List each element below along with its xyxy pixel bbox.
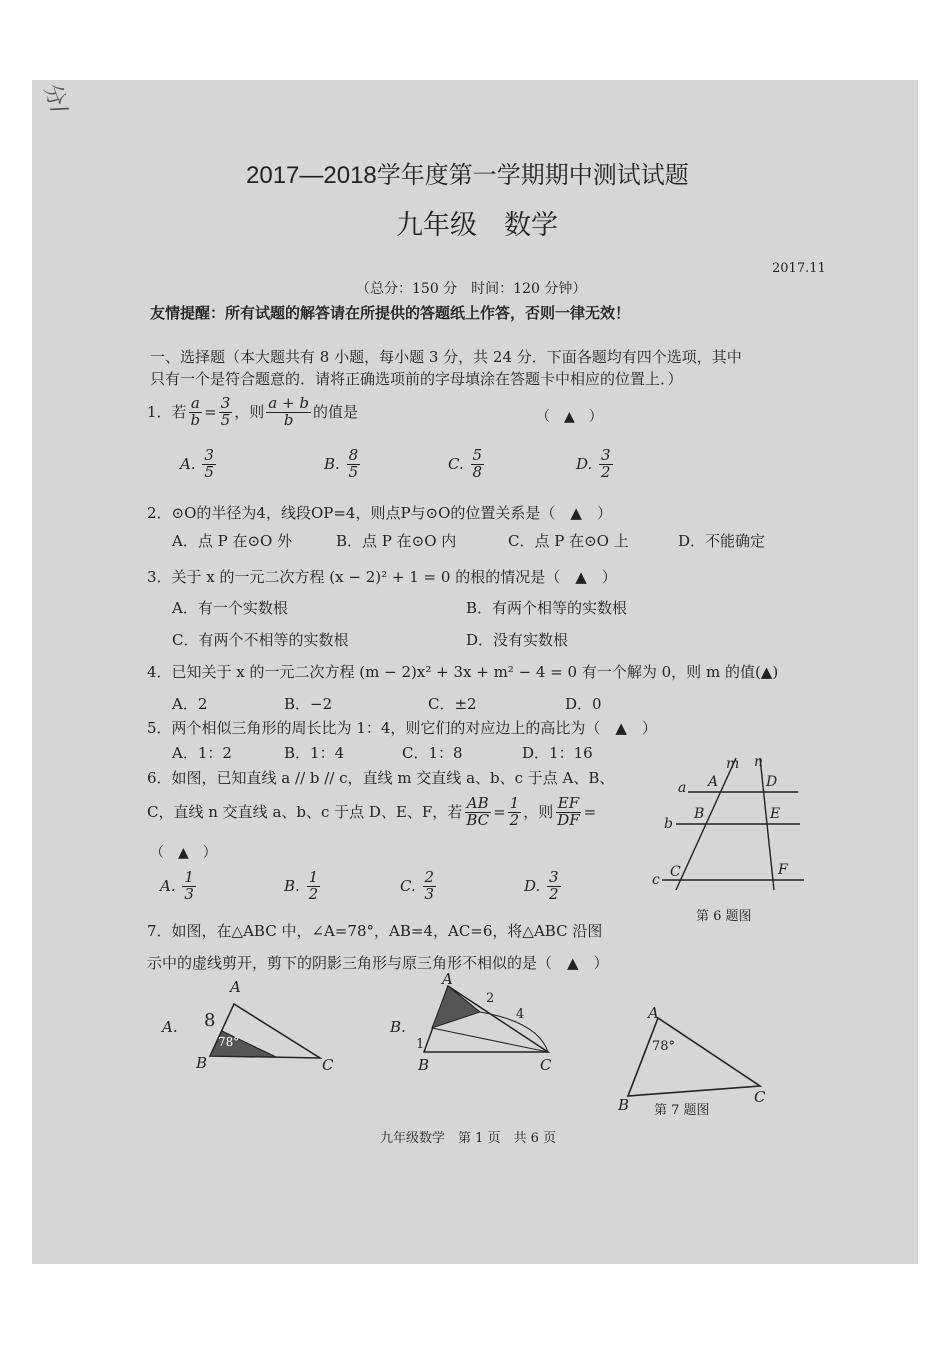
q2-option-b: B．点 P 在⊙O 内	[336, 532, 457, 550]
fig-b-label-C: C	[540, 1056, 552, 1074]
handwritten-score: 分/	[38, 80, 72, 117]
q6-option-d: D. $\frac{3}{2}$	[524, 868, 559, 903]
label-A: A	[708, 774, 719, 790]
q7-stem-line1: 7．如图，在△ABC 中，∠A=78°，AB=4，AC=6，将△ABC 沿图	[147, 922, 603, 940]
fig-a-angle: 78°	[218, 1035, 240, 1049]
section-heading-line2: 只有一个是符合题意的．请将正确选项前的字母填涂在答题卡中相应的位置上．）	[150, 370, 683, 388]
q2-option-a: A．点 P 在⊙O 外	[172, 532, 293, 550]
q7-fig-caption: 第 7 题图	[654, 1103, 710, 1118]
q7-stem-line2: 示中的虚线剪开，剪下的阴影三角形与原三角形不相似的是（ ▲ ）	[147, 954, 609, 972]
q3-option-c: C．有两个不相等的实数根	[172, 631, 349, 649]
q4-option-b: B．−2	[284, 695, 333, 713]
main-label-B: B	[618, 1096, 630, 1114]
page-footer: 九年级数学 第 1 页 共 6 页	[380, 1131, 557, 1146]
label-C: C	[670, 864, 681, 880]
main-label-C: C	[754, 1088, 766, 1106]
q1-option-d: D. $\frac{3}{2}$	[576, 446, 611, 481]
q6-stem-line1: 6．如图，已知直线 a // b // c，直线 m 交直线 a、b、c 于点 A、B、	[147, 769, 615, 787]
q3-option-a: A．有一个实数根	[172, 599, 288, 617]
q5-option-c: C．1：8	[402, 744, 463, 762]
q3-option-d: D．没有实数根	[466, 631, 569, 649]
q6-answer-mark: （ ▲ ）	[150, 845, 217, 861]
q7-figure-b	[408, 972, 568, 1076]
fig-a-label-A: A	[230, 978, 241, 996]
label-c: c	[652, 872, 660, 888]
exam-title: 2017—2018学年度第一学期期中测试试题	[246, 162, 689, 189]
q4-option-c: C．±2	[428, 695, 477, 713]
exam-meta: （总分：150 分 时间：120 分钟）	[356, 281, 587, 297]
fig-a-label-B: B	[196, 1054, 208, 1072]
exam-date: 2017.11	[772, 261, 826, 276]
q2-option-d: D．不能确定	[678, 532, 766, 550]
fig-b-label-B: B	[418, 1056, 430, 1074]
q6-option-b: B. $\frac{1}{2}$	[284, 868, 319, 903]
q1-option-c: C. $\frac{5}{8}$	[448, 446, 483, 481]
label-B: B	[694, 806, 705, 822]
fig-b-label-A: A	[442, 972, 453, 988]
section-heading-line1: 一、选择题（本大题共有 8 小题，每小题 3 分，共 24 分．下面各题均有四个选项，其中	[150, 348, 742, 366]
q7-option-b-label: B.	[390, 1018, 406, 1036]
fig-a-length: 8	[204, 1010, 216, 1031]
q1-answer-mark: （ ▲ ）	[536, 409, 603, 425]
q1-option-b: B. $\frac{8}{5}$	[324, 446, 359, 481]
label-F: F	[778, 862, 788, 878]
main-angle: 78°	[652, 1039, 676, 1054]
q4-option-d: D．0	[565, 695, 602, 713]
q3-stem: 3．关于 x 的一元二次方程 (x − 2)² + 1 = 0 的根的情况是（ ▲ ）	[147, 568, 617, 586]
label-a: a	[678, 780, 687, 796]
q6-stem-line2: C，直线 n 交直线 a、b、c 于点 D、E、F，若 $\frac{AB}{BC}$ = $\frac{1}{2}$ ，则 $\frac{EF}{DF}$ =	[147, 794, 597, 829]
fig-b-num-4: 4	[516, 1007, 525, 1022]
reminder: 友情提醒：所有试题的解答请在所提供的答题纸上作答，否则一律无效！	[150, 304, 631, 322]
label-b: b	[664, 816, 673, 832]
q6-option-a: A. $\frac{1}{3}$	[160, 868, 194, 903]
q7-option-a-label: A.	[162, 1018, 178, 1036]
label-D: D	[766, 774, 778, 790]
fig-b-num-2: 2	[486, 991, 495, 1006]
label-n: n	[754, 754, 764, 770]
fig-b-num-1: 1	[416, 1037, 425, 1052]
q4-option-a: A．2	[172, 695, 208, 713]
q2-stem: 2．⊙O的半径为4，线段OP=4，则点P与⊙O的位置关系是（ ▲ ）	[147, 504, 612, 522]
main-label-A: A	[648, 1004, 659, 1022]
q7-figure-a	[188, 976, 348, 1080]
label-m: m	[726, 756, 740, 772]
q2-option-c: C．点 P 在⊙O 上	[508, 532, 629, 550]
q7-main-figure	[610, 1004, 780, 1120]
exam-subtitle: 九年级 数学	[396, 210, 558, 240]
q3-option-b: B．有两个相等的实数根	[466, 599, 628, 617]
q6-option-c: C. $\frac{2}{3}$	[400, 868, 435, 903]
q1-stem: 1．若 $\frac{a}{b}$ = $\frac{3}{5}$ ，则 $\frac{a + b}{b}$ 的值是	[147, 394, 358, 429]
q5-option-d: D．1：16	[522, 744, 593, 762]
fig-a-label-C: C	[322, 1056, 334, 1074]
label-E: E	[770, 806, 781, 822]
q6-figure	[648, 752, 816, 928]
q1-option-a: A. $\frac{3}{5}$	[180, 446, 214, 481]
q6-fig-caption: 第 6 题图	[696, 909, 752, 924]
q5-stem: 5．两个相似三角形的周长比为 1：4，则它们的对应边上的高比为（ ▲ ）	[147, 719, 657, 737]
q5-option-b: B．1：4	[284, 744, 345, 762]
q4-stem: 4．已知关于 x 的一元二次方程 (m − 2)x² + 3x + m² − 4 = 0 有一个解为 0，则 m 的值(▲)	[147, 663, 779, 681]
q5-option-a: A．1：2	[172, 744, 232, 762]
